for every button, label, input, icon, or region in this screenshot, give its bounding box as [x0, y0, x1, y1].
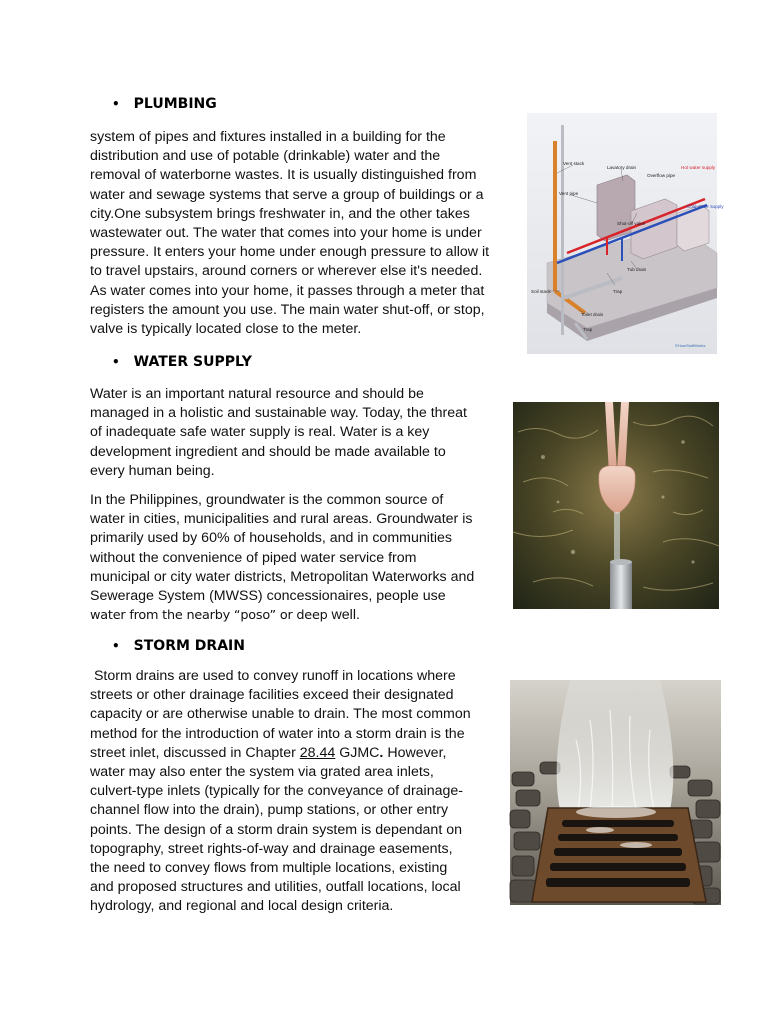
text-line: city.One subsystem brings freshwater in, and the other takes — [90, 205, 470, 222]
text-line: Storm drains are used to convey runoff in locations where — [90, 668, 456, 684]
text-line: and proposed structures and utilities, outfall locations, local — [90, 879, 461, 896]
bullet-icon: • — [112, 355, 120, 369]
heading-text: PLUMBING — [133, 96, 217, 112]
text-line: topography, street rights-of-way and drainage easements, — [90, 840, 453, 857]
label-hot-water: Hot water supply — [681, 165, 716, 170]
text-line: culvert-type inlets (typically for the conveyance of drainage- — [90, 783, 463, 800]
text-line: system of pipes and fixtures installed in a building for the — [90, 129, 446, 145]
text-line: hydrology, and regional and local design criteria. — [90, 898, 394, 915]
section-heading-plumbing — [112, 96, 217, 112]
image-credit: ©HowStuffWorks — [675, 343, 706, 348]
text-line — [90, 744, 471, 763]
label-overflow-pipe: Overflow pipe — [647, 173, 676, 178]
text-line: distribution and use of potable (drinkable) water and the — [90, 148, 441, 165]
label-cold-water: Cold water supply — [687, 204, 724, 209]
text-fragment: well. — [331, 607, 360, 624]
text-line: water and sewage systems that serve a group of buildings or a — [90, 186, 484, 203]
label-trap: Trap — [613, 289, 623, 294]
text-line: streets or other drainage facilities exceed their designated — [90, 687, 454, 704]
text-line: wastewater out. The water that comes into your home is under — [90, 225, 482, 242]
text-line: water may also enter the system via grated area inlets, — [90, 764, 434, 781]
text-line: the need to convey flows from multiple locations, existing — [90, 860, 448, 877]
text-line: valve is typically located close to the meter. — [90, 321, 362, 338]
section-heading-water-supply — [112, 354, 252, 370]
hands-water-photo — [513, 402, 719, 609]
bullet-icon: • — [112, 97, 120, 111]
text-line: municipal or city water districts, Metropolitan Waterworks and — [90, 568, 475, 585]
heading-text: STORM DRAIN — [133, 638, 245, 654]
text-line: As water comes into your home, it passes through a meter that — [90, 282, 485, 299]
text-line: registers the amount you use. The main water shut-off, or stop, — [90, 301, 485, 318]
text-fragment: GJMC — [335, 744, 380, 761]
label-shut-off-valve: Shut-off valve — [617, 221, 646, 226]
heading-text: WATER SUPPLY — [133, 354, 252, 370]
label-vent-pipe: Vent pipe — [559, 191, 579, 196]
label-toilet-drain: Toilet drain — [581, 312, 604, 317]
plumbing-paragraph — [90, 128, 489, 339]
styled-text: water from the nearby “poso” or deep — [90, 608, 328, 624]
storm-drain-paragraph — [90, 667, 471, 917]
text-line: without the convenience of piped water service from — [90, 549, 417, 566]
text-line: channel flow into the drain), pump stations, or other entry — [90, 802, 449, 819]
text-line: development ingredient and should be made available to — [90, 443, 446, 460]
text-line: In the Philippines, groundwater is the common source of — [90, 492, 444, 508]
pipe-icon — [610, 562, 632, 609]
text-line: primarily used by 60% of households, and in communities — [90, 530, 452, 547]
text-fragment: street inlet, discussed in Chapter — [90, 744, 300, 761]
text-line: capacity or are otherwise unable to drain. The most common — [90, 706, 471, 723]
section-heading-storm-drain — [112, 638, 245, 654]
text-line: Sewerage System (MWSS) concessionaires, people use — [90, 588, 446, 605]
label-trap-2: Trap — [583, 327, 593, 332]
water-supply-paragraph-1 — [90, 385, 467, 481]
water-supply-paragraph-2 — [90, 491, 474, 625]
chapter-link[interactable]: 28.44 — [299, 744, 336, 761]
text-line: managed in a holistic and sustainable way. Today, the threat — [90, 405, 467, 422]
copper-pipe-icon — [553, 141, 557, 291]
label-vent-stack: Vent stack — [563, 161, 585, 166]
text-fragment: However, — [383, 744, 447, 761]
label-tub-drain: Tub drain — [627, 267, 647, 272]
plumbing-diagram-image — [527, 113, 724, 354]
label-lavatory-drain: Lavatory drain — [607, 165, 637, 170]
text-line: removal of waterborne wastes. It is usually distinguished from — [90, 167, 477, 184]
storm-drain-photo — [510, 680, 721, 905]
text-line: Water is an important natural resource and should be — [90, 386, 424, 402]
text-line: of inadequate safe water supply is real. Water is a key — [90, 424, 430, 441]
text-line: pressure. It enters your home under enough pressure to allow it — [90, 244, 490, 261]
text-line: every human being. — [90, 462, 215, 479]
text-line: to travel upstairs, around corners or wherever else it's needed. — [90, 263, 483, 280]
label-soil-stack: Soil stack — [531, 289, 551, 294]
text-line — [90, 606, 474, 625]
bullet-icon: • — [112, 639, 120, 653]
text-line: points. The design of a storm drain system is dependant on — [90, 821, 462, 838]
text-fragment: . — [379, 744, 384, 761]
text-line: method for the introduction of water into a storm drain is the — [90, 725, 465, 742]
text-line: water in cities, municipalities and rural areas. Groundwater is — [90, 511, 473, 528]
